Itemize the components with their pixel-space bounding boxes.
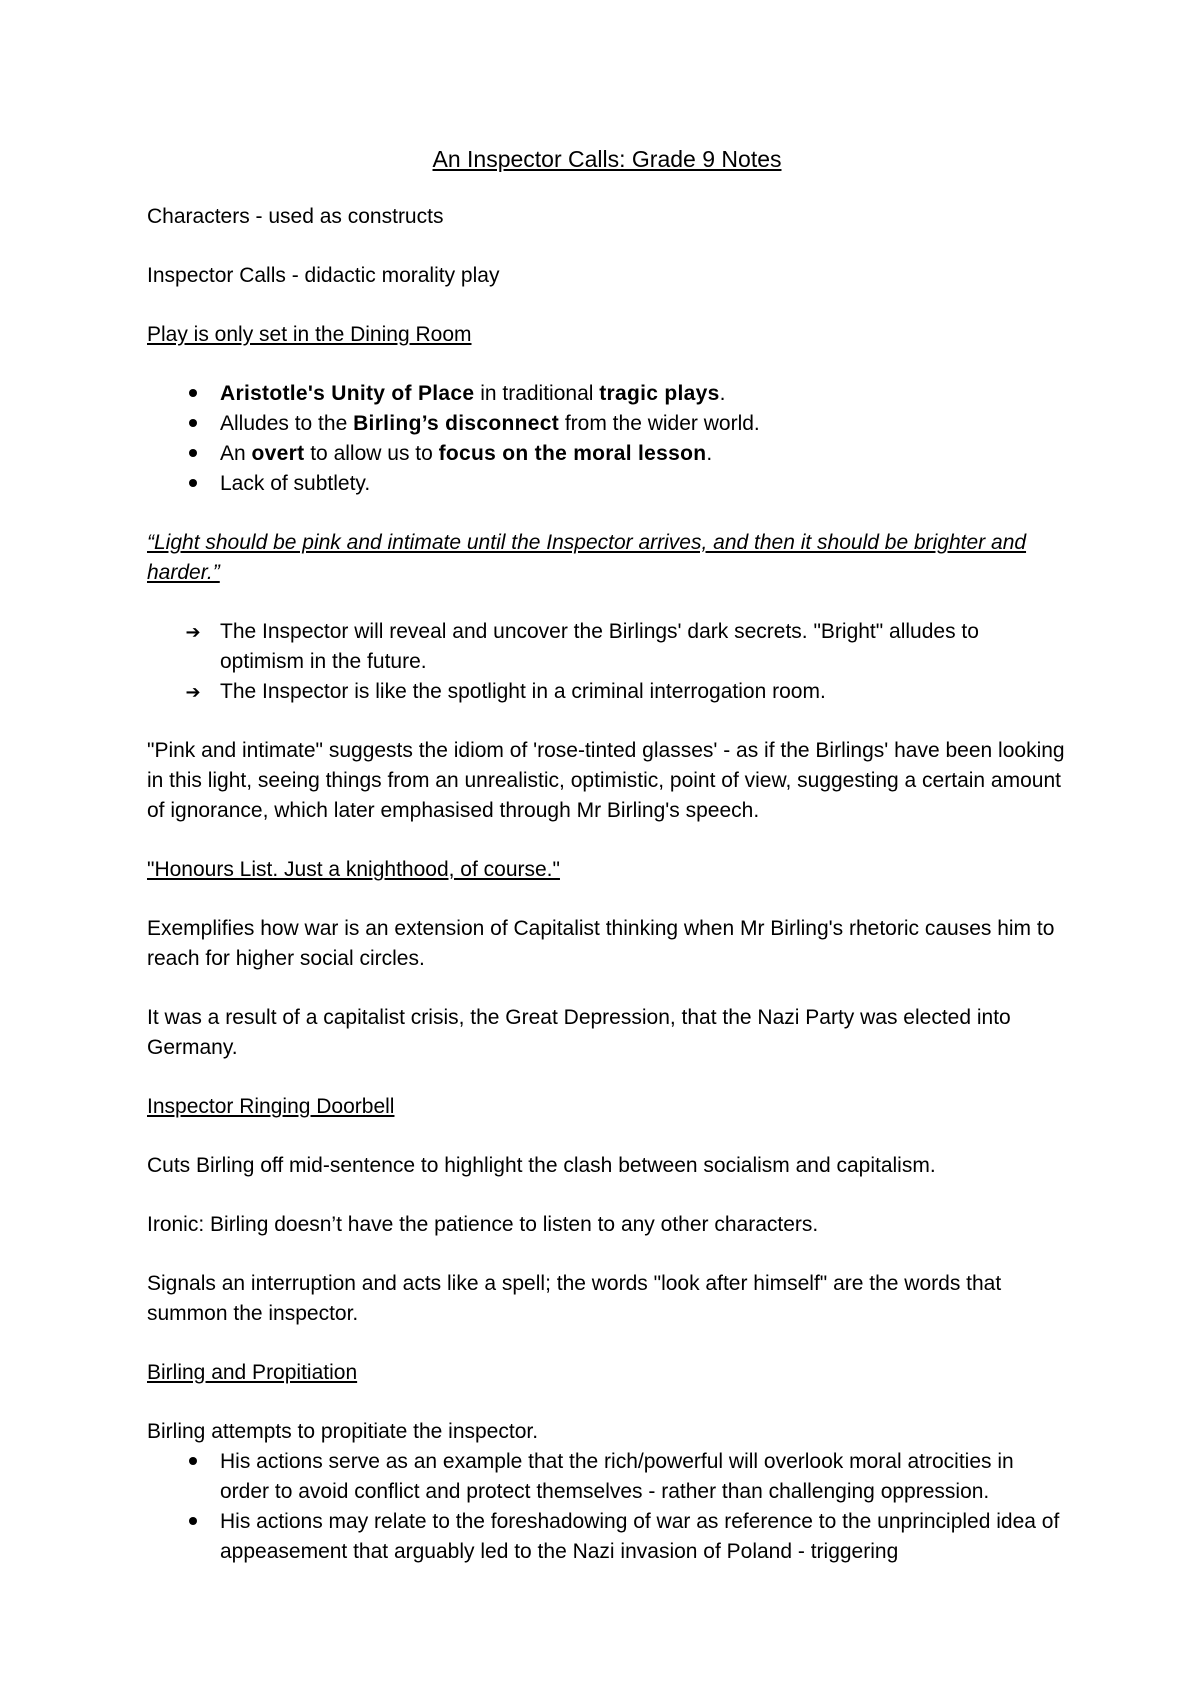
bold-text: focus on the moral lesson xyxy=(438,442,707,465)
bold-text: overt xyxy=(251,442,305,465)
bullet-dot-icon xyxy=(183,1507,203,1537)
section-heading-doorbell: Inspector Ringing Doorbell xyxy=(147,1095,395,1118)
paragraph-characters: Characters - used as constructs xyxy=(147,205,444,228)
bullet-dot-icon xyxy=(183,379,203,409)
bullet-dot-icon xyxy=(183,1447,203,1477)
bullet-list-propitiation xyxy=(147,1447,1067,1567)
list-item: His actions may relate to the foreshadowing of war as reference to the unprincipled idea of appeasement that arguably led to the Nazi invasion of Poland - triggering xyxy=(147,1507,1067,1567)
paragraph-capitalist-thinking: Exemplifies how war is an extension of Capitalist thinking when Mr Birling's rhetoric causes him to reach for higher social circles. xyxy=(147,917,1055,970)
quote-honours-list: "Honours List. Just a knighthood, of course." xyxy=(147,858,560,881)
paragraph-pink-intimate: "Pink and intimate" suggests the idiom of 'rose-tinted glasses' - as if the Birlings' have been looking in this light, seeing things from an unrealistic, optimistic, point of view, suggesting a certain amount of ignorance, which later emphasised through Mr Birling's speech. xyxy=(147,739,1065,822)
list-item: Alludes to the Birling’s disconnect from the wider world. xyxy=(147,409,1067,439)
list-item: ➔ The Inspector will reveal and uncover the Birlings' dark secrets. "Bright" alludes to optimism in the future. xyxy=(147,617,1067,677)
bold-text: Aristotle's Unity of Place xyxy=(220,382,475,405)
section-heading-propitiation: Birling and Propitiation xyxy=(147,1361,358,1384)
bold-text: tragic plays xyxy=(599,382,720,405)
paragraph-morality-play: Inspector Calls - didactic morality play xyxy=(147,264,500,287)
list-item: An overt to allow us to focus on the moral lesson. xyxy=(147,439,1067,469)
document-page xyxy=(147,144,1067,1596)
paragraph-cuts-birling: Cuts Birling off mid-sentence to highlight the clash between socialism and capitalism. xyxy=(147,1154,936,1177)
list-item: His actions serve as an example that the rich/powerful will overlook moral atrocities in order to avoid conflict and protect themselves - rather than challenging oppression. xyxy=(147,1447,1067,1507)
document-title: An Inspector Calls: Grade 9 Notes xyxy=(432,146,782,172)
paragraph-signals: Signals an interruption and acts like a spell; the words "look after himself" are the words that summon the inspector. xyxy=(147,1272,1002,1325)
quote-light: “Light should be pink and intimate until the Inspector arrives, and then it should be brighter and harder.” xyxy=(147,531,1027,584)
bullet-list-dining-room xyxy=(147,379,1067,499)
arrow-right-icon: ➔ xyxy=(185,622,201,642)
list-item: Aristotle's Unity of Place in traditional tragic plays. xyxy=(147,379,1067,409)
bullet-dot-icon xyxy=(183,439,203,469)
arrow-right-icon: ➔ xyxy=(185,682,201,702)
paragraph-propitiate: Birling attempts to propitiate the inspector. xyxy=(147,1420,539,1443)
section-heading-dining-room: Play is only set in the Dining Room xyxy=(147,323,472,346)
paragraph-ironic: Ironic: Birling doesn’t have the patience to listen to any other characters. xyxy=(147,1213,819,1236)
arrow-list-inspector xyxy=(147,617,1067,707)
list-item: ➔ The Inspector is like the spotlight in a criminal interrogation room. xyxy=(147,677,1067,707)
bullet-dot-icon xyxy=(183,409,203,439)
bold-text: Birling’s disconnect xyxy=(353,412,560,435)
list-item: Lack of subtlety. xyxy=(147,469,1067,499)
paragraph-great-depression: It was a result of a capitalist crisis, the Great Depression, that the Nazi Party was elected into Germany. xyxy=(147,1006,1011,1059)
bullet-dot-icon xyxy=(183,469,203,499)
